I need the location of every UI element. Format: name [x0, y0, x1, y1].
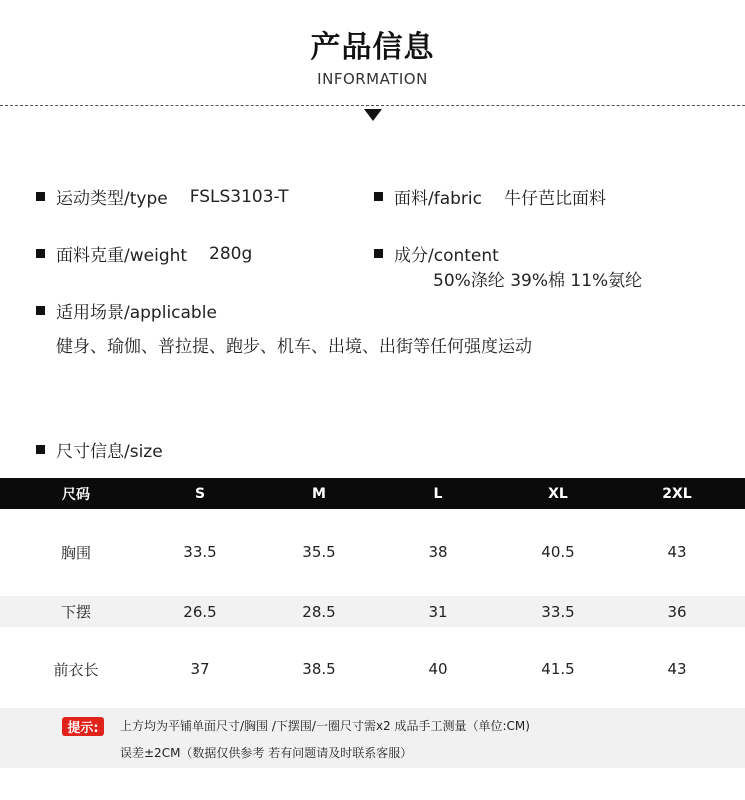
table-cell: 43 — [667, 660, 687, 678]
square-bullet-icon — [36, 445, 45, 454]
spec-fabric — [374, 184, 606, 209]
spec-applicable-label: 适用场景/applicable — [56, 303, 217, 323]
table-cell: 31 — [428, 602, 448, 621]
size-section-heading — [36, 437, 163, 462]
table-cell: 38.5 — [302, 660, 336, 678]
square-bullet-icon — [36, 192, 45, 201]
header-cell: M — [312, 485, 326, 502]
page-subtitle: INFORMATION — [317, 70, 428, 88]
down-arrow-icon — [364, 109, 382, 121]
note-line-2: 误差±2CM（数据仅供参考 若有问题请及时联系客服） — [120, 746, 413, 760]
header-cell: S — [194, 485, 206, 502]
spec-content-label: 成分/content — [394, 246, 499, 266]
header-cell: 尺码 — [62, 486, 90, 503]
spec-weight-label: 面料克重/weight — [56, 246, 188, 266]
table-cell: 33.5 — [541, 602, 575, 621]
spec-type — [36, 184, 288, 209]
table-cell: 35.5 — [302, 543, 336, 561]
spec-content — [374, 241, 499, 266]
table-cell: 33.5 — [183, 543, 217, 561]
square-bullet-icon — [374, 249, 383, 258]
note-line-1: 上方均为平铺单面尺寸/胸围 /下摆围/一圈尺寸需x2 成品手工测量（单位:CM) — [120, 719, 530, 733]
square-bullet-icon — [374, 192, 383, 201]
size-table-header — [0, 478, 745, 509]
table-row — [0, 596, 745, 627]
table-cell: 40.5 — [541, 543, 575, 561]
dashed-divider — [0, 105, 745, 106]
table-row — [0, 653, 745, 685]
spec-type-label: 运动类型/type — [56, 189, 168, 209]
size-section-label: 尺寸信息/size — [56, 442, 163, 462]
row-label: 下摆 — [60, 603, 91, 621]
table-row — [0, 536, 745, 568]
size-note — [0, 708, 745, 768]
spec-fabric-value: 牛仔芭比面料 — [503, 189, 606, 209]
table-cell: 40 — [428, 660, 448, 678]
row-label: 前衣长 — [53, 660, 99, 679]
table-cell: 43 — [667, 543, 687, 561]
spec-type-value: FSLS3103-T — [189, 186, 289, 207]
table-cell: 38 — [428, 543, 448, 561]
row-label: 胸围 — [60, 543, 91, 562]
spec-weight — [36, 241, 252, 266]
table-cell: 37 — [190, 660, 210, 678]
header-cell: L — [433, 485, 443, 502]
table-cell: 26.5 — [183, 602, 217, 621]
square-bullet-icon — [36, 249, 45, 258]
note-badge: 提示: — [62, 717, 104, 736]
table-cell: 36 — [667, 602, 687, 621]
header-cell: XL — [548, 485, 568, 502]
table-cell: 28.5 — [302, 602, 336, 621]
spec-applicable-value: 健身、瑜伽、普拉提、跑步、机车、出境、出街等任何强度运动 — [56, 337, 532, 357]
table-cell: 41.5 — [541, 660, 575, 678]
spec-weight-value: 280g — [209, 243, 253, 264]
page-title: 产品信息 — [310, 30, 435, 65]
header-cell: 2XL — [662, 485, 692, 502]
spec-applicable — [36, 298, 217, 323]
square-bullet-icon — [36, 306, 45, 315]
spec-content-value: 50%涤纶 39%棉 11%氨纶 — [433, 271, 643, 291]
spec-fabric-label: 面料/fabric — [394, 189, 482, 209]
